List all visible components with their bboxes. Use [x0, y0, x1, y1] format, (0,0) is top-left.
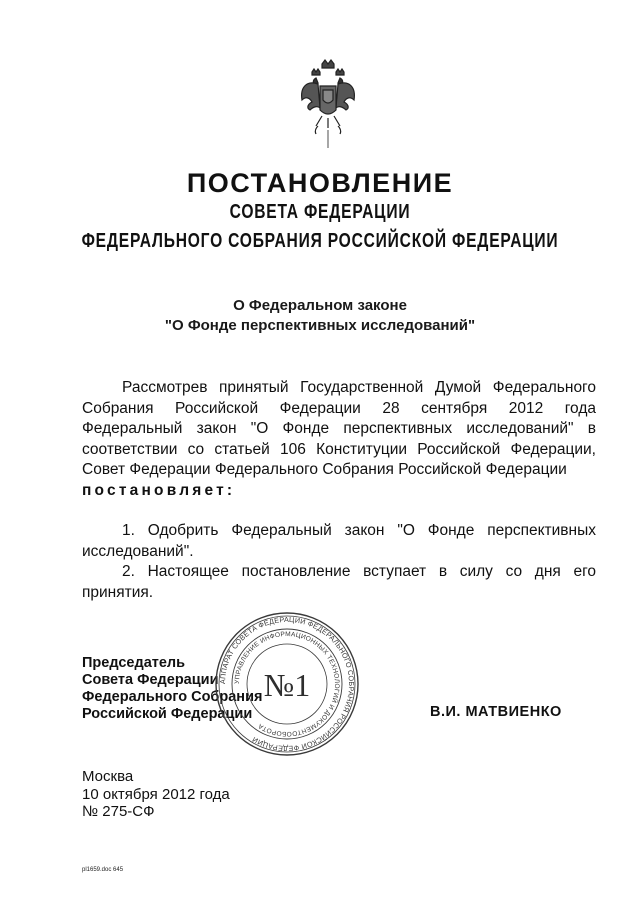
signatory-name: В.И. МАТВИЕНКО: [430, 704, 562, 720]
decree-item-2: [82, 562, 596, 603]
file-code: pl1659.doc 645: [82, 867, 124, 873]
issuer-line-2: ФЕДЕРАЛЬНОГО СОБРАНИЯ РОССИЙСКОЙ ФЕДЕРАЦИИ: [81, 230, 559, 252]
paragraph-text: Рассмотрев принятый Государственной Думой Федерального Собрания Российской Федерации 28 сентября 2012 года Федеральный закон "О Фонде перспективных исследований" в соответствии со статьей 106 Конституции Российской Федерации, Совет Федерации Федерального Собрания Российской Федерации: [82, 379, 596, 478]
document-number: № 275-СФ: [82, 803, 155, 820]
seal-number: №1: [263, 667, 311, 703]
seal-outer-text: АППАРАТ СОВЕТА ФЕДЕРАЦИИ ФЕДЕРАЛЬНОГО СОБРАНИЯ РОССИЙСКОЙ ФЕДЕРАЦИИ: [217, 614, 357, 754]
position-line: Председатель: [82, 655, 186, 671]
issuer-line-1: СОВЕТА ФЕДЕРАЦИИ: [229, 201, 411, 223]
decree-item-1: [82, 521, 596, 562]
city: Москва: [82, 768, 134, 785]
main-paragraph: [82, 378, 596, 501]
double-headed-eagle-icon: [296, 56, 360, 152]
decree-item-text: 2. Настоящее постановление вступает в силу со дня его принятия.: [82, 563, 596, 601]
position-line: Российской Федерации: [82, 706, 253, 722]
official-seal: [213, 610, 361, 758]
position-line: Совета Федерации: [82, 672, 219, 688]
document-date: 10 октября 2012 года: [82, 785, 230, 803]
place-date-block: [82, 768, 230, 821]
position-line: Федерального Собрания: [82, 689, 263, 705]
document-title: ПОСТАНОВЛЕНИЕ: [186, 168, 454, 198]
decree-item-text: 1. Одобрить Федеральный закон "О Фонде перспективных исследований".: [82, 522, 596, 560]
subject-line-1: О Федеральном законе: [233, 297, 407, 314]
decree-word: постановляет:: [82, 481, 236, 499]
seal-inner-text: УПРАВЛЕНИЕ ИНФОРМАЦИОННЫХ ТЕХНОЛОГИЙ И ДОКУМЕНТООБОРОТА: [233, 630, 341, 738]
subject-line-2: "О Фонде перспективных исследований": [164, 317, 476, 334]
